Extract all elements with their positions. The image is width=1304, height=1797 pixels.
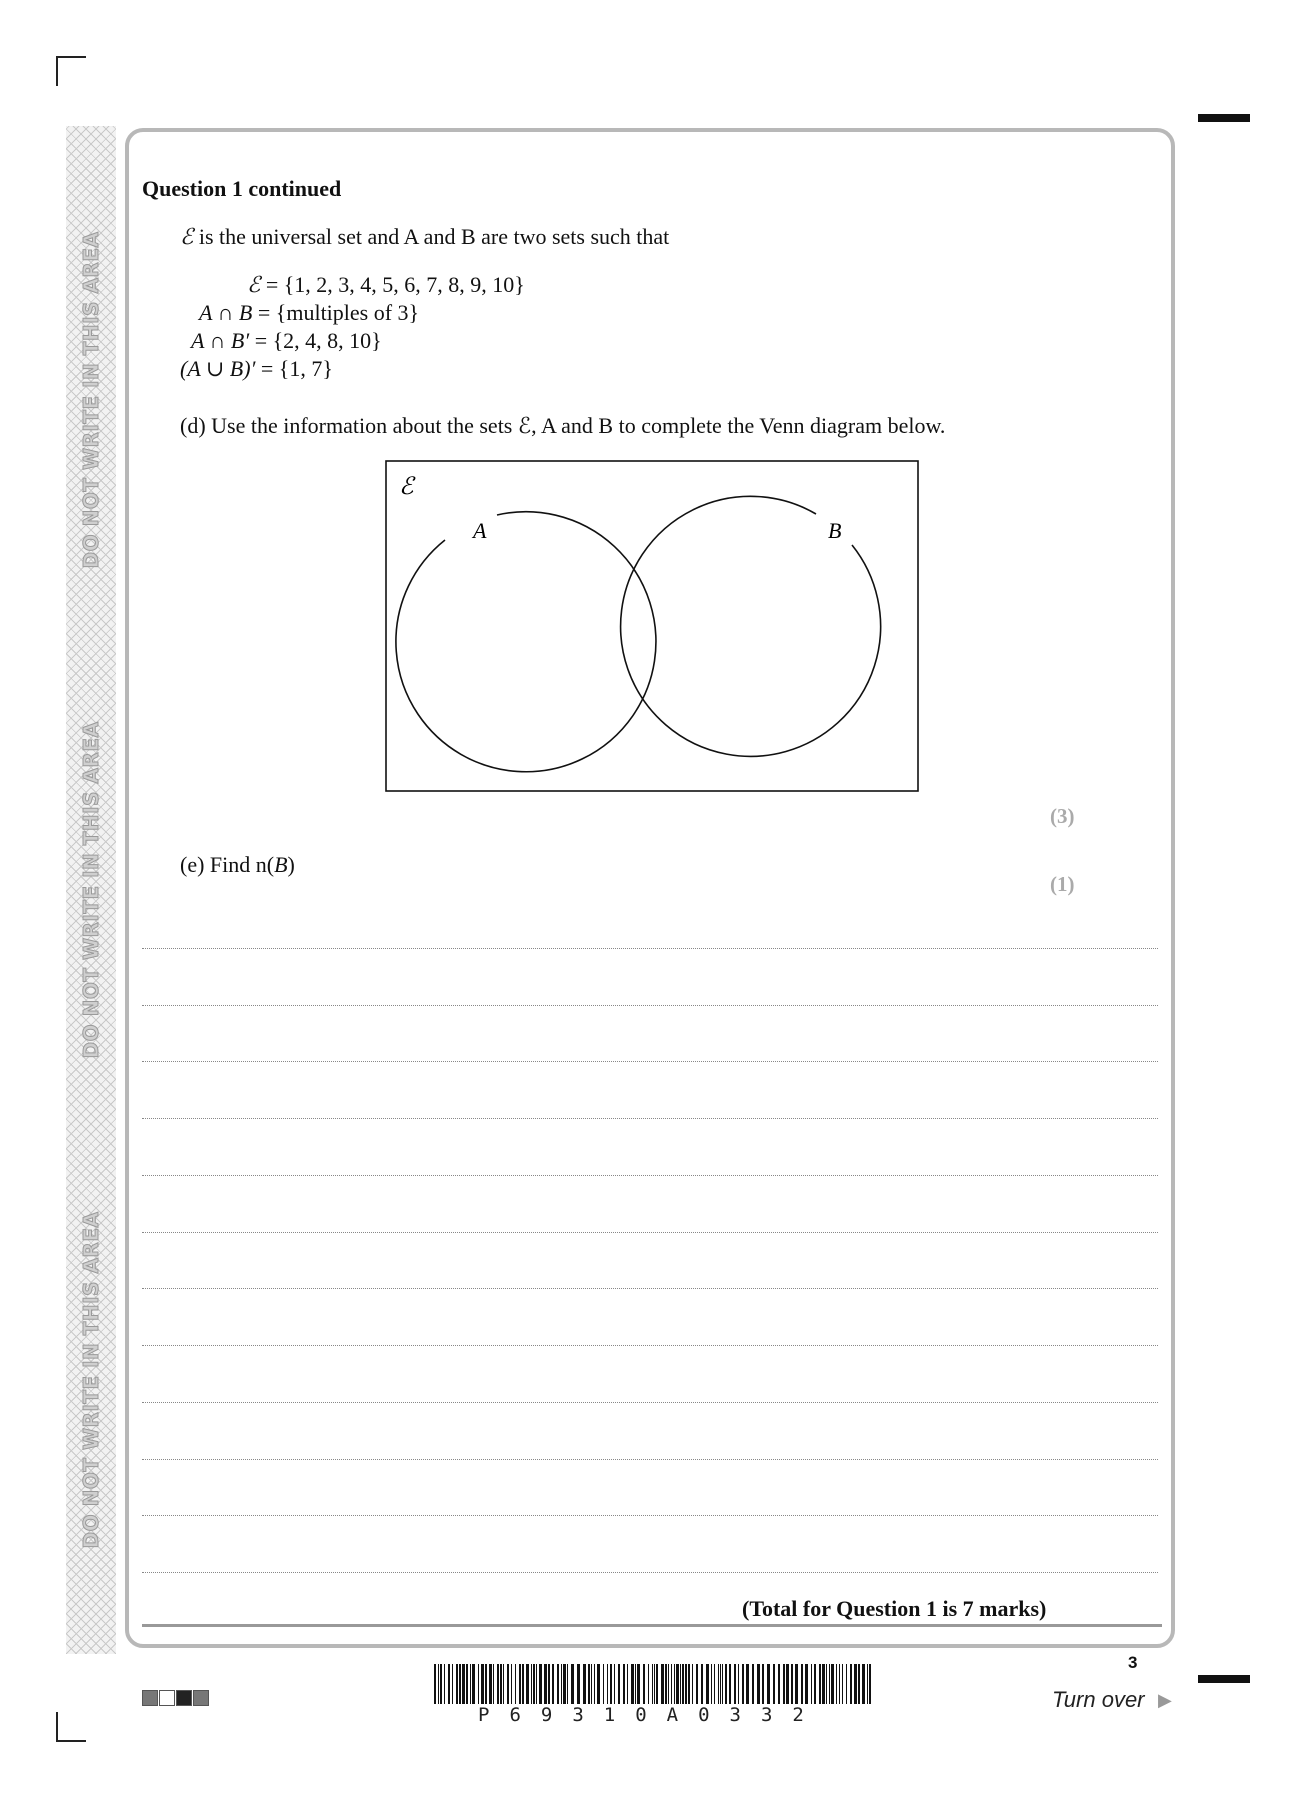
page-edge-bar-bottom [1198,1675,1250,1683]
barcode-bar [434,1664,436,1704]
barcode-bar [563,1664,566,1704]
barcode-bar [503,1664,504,1704]
barcode-bar [522,1664,524,1704]
square-icon [176,1690,192,1706]
barcode-bar [850,1664,852,1704]
barcode-bar [676,1664,679,1704]
barcode-bar [497,1664,499,1704]
barcode-bar [515,1664,516,1704]
turn-over-label: Turn over [1052,1687,1145,1712]
barcode-bar [493,1664,494,1704]
part-e-suffix: ) [287,852,295,877]
answer-line[interactable] [142,1572,1158,1573]
barcode-bar [714,1664,715,1704]
answer-line[interactable] [142,1459,1158,1460]
barcode-bar [614,1664,615,1704]
crop-mark-bottom-left-v [56,1712,58,1742]
barcode-bar [544,1664,547,1704]
barcode-bar [831,1664,834,1704]
barcode-bar [438,1664,439,1704]
barcode-bar [729,1664,731,1704]
answer-line[interactable] [142,1232,1158,1233]
venn-diagram [385,460,925,796]
set-lhs: A ∩ B′ [191,328,250,353]
barcode-bar [552,1664,554,1704]
crop-mark-top-left-v [56,56,58,86]
barcode-bar [819,1664,821,1704]
answer-line[interactable] [142,948,1158,949]
barcode-bar [536,1664,537,1704]
part-e-variable: B [274,852,288,877]
barcode-bar [440,1664,442,1704]
barcode-bar [478,1664,479,1704]
answer-line[interactable] [142,1345,1158,1346]
answer-line[interactable] [142,1402,1158,1403]
square-icon [159,1690,175,1706]
barcode-bar [858,1664,860,1704]
barcode-bar [762,1664,764,1704]
universal-set-box [386,461,918,791]
barcode-bar [829,1664,830,1704]
barcode-bar [472,1664,475,1704]
set-b-label: B [828,518,842,543]
barcode-bar [682,1664,684,1704]
barcode-bar [588,1664,590,1704]
barcode-bar [711,1664,712,1704]
set-lhs: A ∩ B [199,300,253,325]
barcode-bar [742,1664,744,1704]
barcode-bar [583,1664,586,1704]
crop-mark-bottom-left-h [56,1740,86,1742]
barcode-bar [773,1664,775,1704]
question-heading: Question 1 continued [142,176,342,201]
barcode-bar [444,1664,445,1704]
barcode-bar [462,1664,465,1704]
set-rhs: = {2, 4, 8, 10} [249,328,382,353]
universal-set-label: ℰ [399,474,414,500]
barcode-bar [826,1664,827,1704]
barcode-bar [481,1664,484,1704]
bottom-rule [142,1624,1162,1627]
set-definition-intersection [199,300,419,326]
barcode-bar [489,1664,492,1704]
barcode-bar [867,1664,868,1704]
barcode-bar [692,1664,693,1704]
play-arrow-icon: ▶ [1158,1690,1172,1710]
barcode-bar [594,1664,595,1704]
answer-line[interactable] [142,1175,1158,1176]
crop-mark-top-left-h [56,56,86,58]
set-rhs: = {1, 2, 3, 4, 5, 6, 7, 8, 9, 10} [260,272,525,297]
barcode-bar [725,1664,727,1704]
side-warning-2: DO NOT WRITE IN THIS AREA [79,721,103,1059]
barcode-bar [706,1664,709,1704]
barcode-bar [846,1664,847,1704]
set-a-circle [396,512,656,772]
barcode-bar [452,1664,453,1704]
barcode-bar [485,1664,487,1704]
barcode-bar [869,1664,871,1704]
answer-line[interactable] [142,1061,1158,1062]
side-warning-1: DO NOT WRITE IN THIS AREA [79,231,103,569]
side-warning-3: DO NOT WRITE IN THIS AREA [79,1211,103,1549]
answer-line[interactable] [142,1515,1158,1516]
part-d-question: (d) Use the information about the sets ℰ, A and B to complete the Venn diagram below. [180,413,946,438]
barcode-bar [603,1664,604,1704]
barcode-bar [757,1664,760,1704]
barcode-bar [557,1664,559,1704]
barcode-bar [778,1664,780,1704]
barcode-bar [738,1664,739,1704]
barcode-bar [456,1664,458,1704]
barcode-bar [571,1664,574,1704]
barcode-bar [746,1664,749,1704]
barcode-bar [752,1664,754,1704]
barcode-bar [448,1664,450,1704]
barcode-bar [688,1664,690,1704]
barcode [434,1664,874,1704]
barcode-bar [674,1664,675,1704]
barcode-bar [618,1664,620,1704]
barcode-bar [500,1664,502,1704]
barcode-bar [526,1664,529,1704]
page-number: 3 [1128,1653,1138,1672]
barcode-bar [511,1664,512,1704]
barcode-bar [567,1664,568,1704]
barcode-bar [561,1664,562,1704]
barcode-bar [862,1664,865,1704]
part-d-marks: (3) [1050,804,1075,828]
barcode-bar [459,1664,461,1704]
square-icon [193,1690,209,1706]
intro-text: is the universal set and A and B are two sets such that [193,224,670,249]
barcode-bar [722,1664,723,1704]
barcode-bar [627,1664,628,1704]
barcode-bar [507,1664,509,1704]
set-definition-universal [247,272,525,298]
universal-set-symbol: ℰ [180,224,194,249]
barcode-bar [648,1664,649,1704]
barcode-bar [854,1664,857,1704]
barcode-bar [786,1664,789,1704]
barcode-bar [720,1664,721,1704]
barcode-bar [795,1664,798,1704]
set-definition-a-not-b [191,328,382,354]
barcode-bar [680,1664,681,1704]
barcode-bar [842,1664,843,1704]
barcode-bar [519,1664,521,1704]
barcode-bar [767,1664,770,1704]
set-a-circle-top [497,493,699,622]
set-rhs: = {1, 7} [255,356,333,381]
square-icon [142,1690,158,1706]
barcode-bar [734,1664,736,1704]
set-lhs: (A ∪ B)′ [180,356,256,381]
barcode-bar [718,1664,719,1704]
barcode-bar [805,1664,808,1704]
barcode-bar [623,1664,625,1704]
barcode-bar [597,1664,600,1704]
barcode-bar [671,1664,672,1704]
barcode-bar [811,1664,812,1704]
barcode-bar [533,1664,535,1704]
barcode-bar [839,1664,840,1704]
barcode-bar [801,1664,803,1704]
set-b-circle [621,496,881,756]
barcode-bar [696,1664,698,1704]
question-intro [180,224,669,250]
barcode-bar [548,1664,550,1704]
answer-line[interactable] [142,1288,1158,1289]
barcode-bar [654,1664,655,1704]
barcode-bar [701,1664,703,1704]
barcode-bar [577,1664,580,1704]
barcode-bar [836,1664,837,1704]
barcode-bar [637,1664,640,1704]
barcode-bar [643,1664,645,1704]
barcode-bar [531,1664,532,1704]
barcode-bar [466,1664,468,1704]
registration-squares [142,1690,210,1706]
barcode-bar [791,1664,793,1704]
part-e-marks: (1) [1050,872,1075,896]
barcode-bar [470,1664,471,1704]
barcode-bar [661,1664,664,1704]
barcode-bar [607,1664,608,1704]
barcode-bar [591,1664,592,1704]
barcode-bar [822,1664,825,1704]
answer-line[interactable] [142,1005,1158,1006]
barcode-bar [610,1664,612,1704]
set-definition-complement-union [180,356,333,382]
barcode-bar [685,1664,687,1704]
barcode-bar [631,1664,634,1704]
barcode-bar [656,1664,658,1704]
barcode-bar [539,1664,542,1704]
part-e-prefix: (e) Find n( [180,852,275,877]
set-a-label: A [473,518,487,543]
barcode-bar [665,1664,667,1704]
barcode-bar [668,1664,669,1704]
part-e-question [180,852,295,878]
barcode-text: P69310A0332 [478,1704,824,1726]
barcode-bar [635,1664,636,1704]
barcode-bar [652,1664,653,1704]
page-edge-bar-top [1198,114,1250,122]
barcode-bar [783,1664,785,1704]
barcode-bar [814,1664,816,1704]
set-rhs: = {multiples of 3} [252,300,420,325]
set-lhs: ℰ [247,272,261,297]
question-total: (Total for Question 1 is 7 marks) [742,1596,1047,1621]
answer-line[interactable] [142,1118,1158,1119]
